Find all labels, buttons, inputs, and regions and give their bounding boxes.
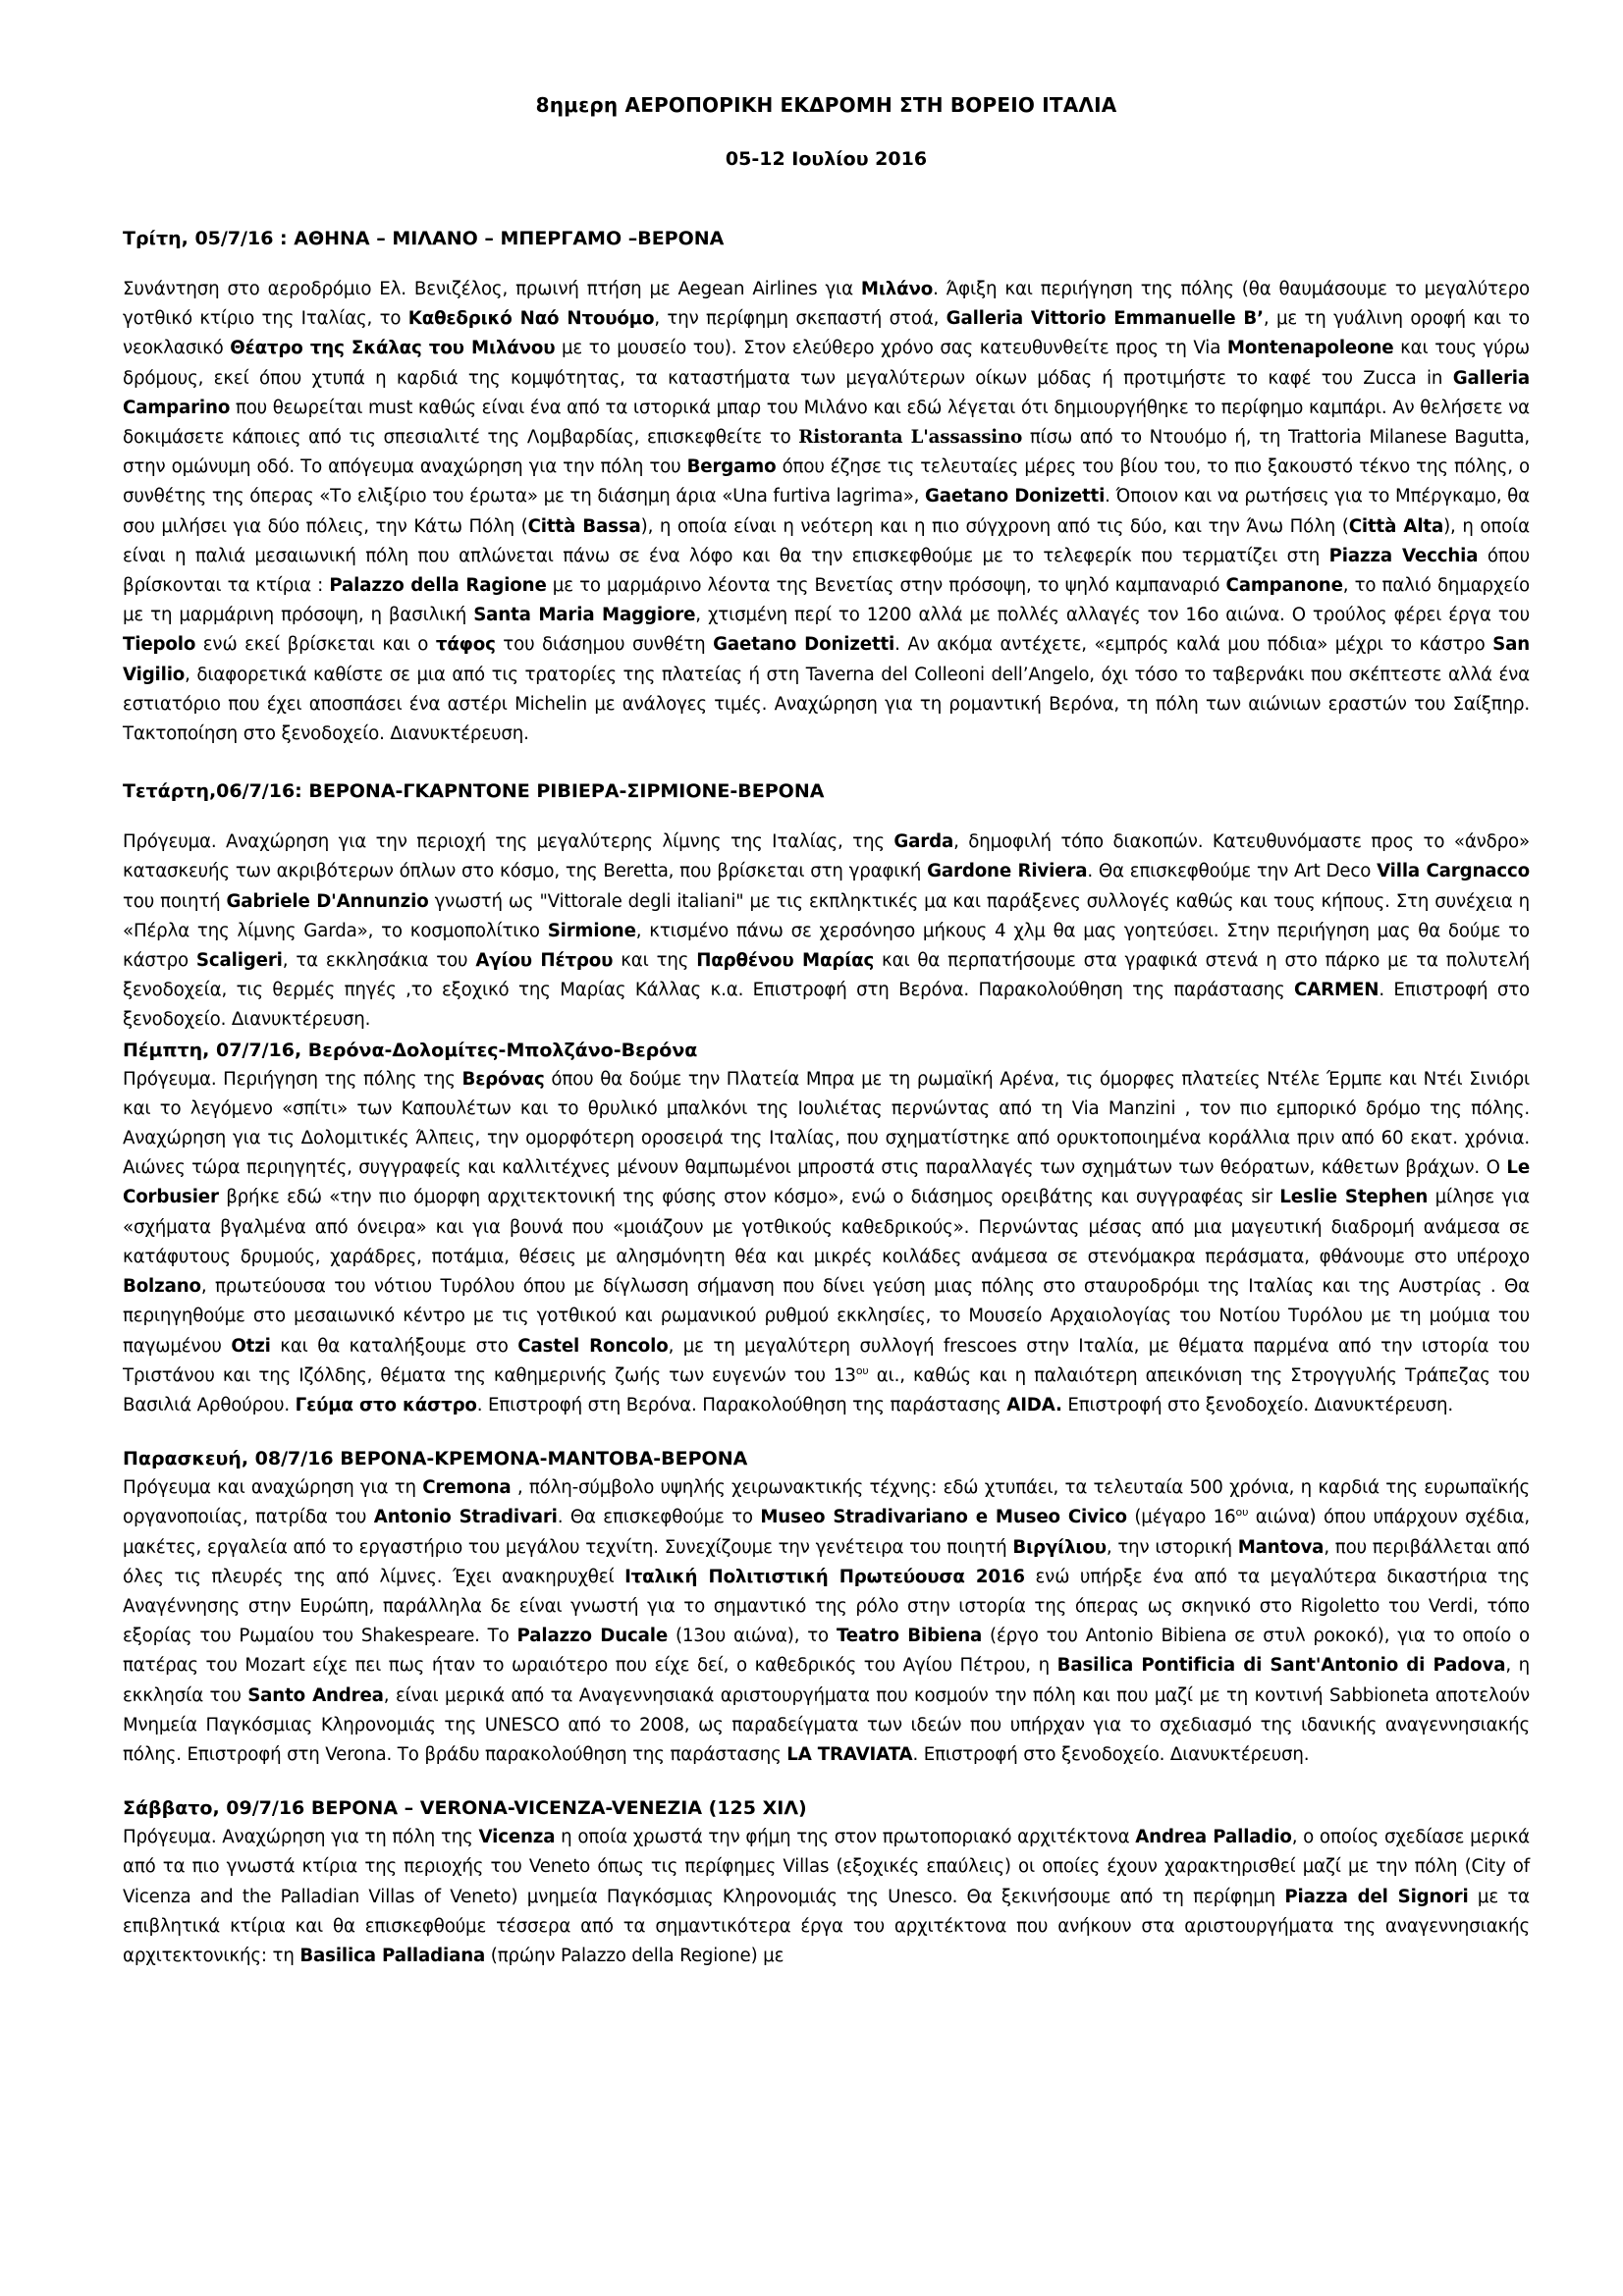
day-2-section bbox=[123, 776, 1530, 1035]
trip-dates: 05-12 Ιουλίου 2016 bbox=[725, 148, 928, 170]
day-1-section bbox=[123, 224, 1530, 749]
day-4-heading: Παρασκευή, 08/7/16 ΒΕΡΟΝΑ-ΚΡΕΜΟΝΑ-ΜΑΝΤΟΒΑ-ΒΕΡΟΝΑ bbox=[123, 1448, 748, 1470]
day-4-text: Πρόγευμα και αναχώρηση για τη Cremona , πόλη-σύμβολο υψηλής χειρωνακτικής τέχνης: εδώ χτυπάει, τα τελευταία 500 χρόνια, η καρδιά της ευρωπαϊκής οργανοποιίας, πατρίδα του Antonio Stradivari. Θα επισκεφθούμε το Museo Stradivariano e Museo Civico (μέγαρο $16^{o\upsilon}$ αιώνα) όπου υπάρχουν σχέδια, μακέτες, εργαλεία από το εργαστήριο του μεγάλου τεχνίτη. Συνεχίζουμε την γενέτειρα του ποιητή Βιργίλιου, την ιστορική Mantova, που περιβάλλεται από όλες τις πλευρές της από λίμνες. Έχει ανακηρυχθεί Ιταλική Πολιτιστική Πρωτεύουσα 2016 ενώ υπήρξε ένα από τα μεγαλύτερα δικαστήρια της Αναγέννησης στην Ευρώπη, παράλληλα δε είναι γνωστή για το σημαντικό της ρόλο στην ιστορία της όπερας ως σκηνικό στο Rigoletto του Verdi, τόπο εξορίας του Ρωμαίου του Shakespeare. Το Palazzo Ducale (13ου αιώνα), το Teatro Bibiena (έργο του Antonio Bibiena σε στυλ ροκοκό), για το οποίο ο πατέρας του Mozart είχε πει πως ήταν το ωραιότερο που είχε δεί, ο καθεδρικός του Αγίου Πέτρου, η Basilica Pontificia di Sant'Antonio di Padova, η εκκλησία του Santo Andrea, είναι μερικά από τα Αναγεννησιακά αριστουργήματα που κοσμούν την πόλη και που μαζί με τη κοντινή Sabbioneta αποτελούν Μνημεία Παγκόσμιας Κληρονομιάς της UNESCO από το 2008, ως παραδείγματα των ιδεών που υπήρχαν για το σχεδιασμό της ιδανικής αναγεννησιακής πόλης. Επιστροφή στη Verona. Το βράδυ παρακολούθηση της παράστασης LA TRAVIATA. Επιστροφή στο ξενοδοχείο. Διανυκτέρευση. bbox=[123, 1477, 1531, 1765]
day-5-heading: Σάββατο, 09/7/16 ΒΕΡΟΝΑ – VERONA-VICENZA-VENEZIA (125 ΧΙΛ) bbox=[123, 1797, 807, 1820]
document-title: 8ημερη ΑΕΡΟΠΟΡΙΚΗ ΕΚΔΡΟΜΗ ΣΤΗ ΒΟΡΕΙΟ ΙΤΑΛΙΑ bbox=[535, 93, 1117, 117]
day-3-section bbox=[123, 1036, 1530, 1420]
day-5-text: Πρόγευμα. Αναχώρηση για τη πόλη της Vicenza η οποία χρωστά την φήμη της στον πρωτοποριακό αρχιτέκτονα Andrea Palladio, ο οποίος σχεδίασε μερικά από τα πιο γνωστά κτίρια της περιοχής του Veneto όπως τις περίφημες Villas (εξοχικές επαύλεις) οι οποίες έχουν χαρακτηρισθεί μαζί με την πόλη (City of Vicenza and the Palladian Villas of Veneto) μνημεία Παγκόσμιας Κληρονομιάς της Unesco. Θα ξεκινήσουμε από τη περίφημη Piazza del Signori με τα επιβλητικά κτίρια και θα επισκεφθούμε τέσσερα από τα σημαντικότερα έργα του αρχιτέκτονα που ανήκουν στα αριστουργήματα της αναγεννησιακής αρχιτεκτονικής: τη Basilica Palladiana (πρώην Palazzo della Regione) με bbox=[123, 1827, 1530, 1966]
day-1-heading: Τρίτη, 05/7/16 : ΑΘΗΝΑ – ΜΙΛΑΝΟ – ΜΠΕΡΓΑΜΟ –ΒΕΡΟΝΑ bbox=[123, 228, 725, 249]
day-4-section bbox=[123, 1444, 1530, 1770]
day-2-heading: Τετάρτη,06/7/16: ΒΕΡΟΝΑ-ΓΚΑΡΝΤΟΝΕ ΡΙΒΙΕΡΑ-ΣΙΡΜΙΟΝΕ-ΒΕΡΟΝΑ bbox=[123, 780, 825, 803]
day-1-text: Συνάντηση στο αεροδρόμιο Ελ. Βενιζέλος, πρωινή πτήση με Aegean Airlines για Μιλάνο. Άφιξη και περιήγηση της πόλης (θα θαυμάσουμε το μεγαλύτερο γοτθικό κτίριο της Ιταλίας, το Καθεδρικό Ναό Ντουόμο, την περίφημη σκεπαστή στοά, Galleria Vittorio Emmanuelle B’, με τη γυάλινη οροφή και το νεοκλασικό Θέατρο της Σκάλας του Μιλάνου με το μουσείο του). Στον ελεύθερο χρόνο σας κατευθυνθείτε προς τη Via Montenapoleone και τους γύρω δρόμους, εκεί όπου χτυπά η καρδιά της κομψότητας, τα καταστήματα των μεγαλύτερων οίκων μόδας ή προτιμήστε το καφέ του Zucca in Galleria Camparino που θεωρείται must καθώς είναι ένα από τα ιστορικά μπαρ του Μιλάνο και εδώ λέγεται ότι δημιουργήθηκε το περίφημο καμπάρι. Αν θελήσετε να δοκιμάσετε κάποιες από τις σπεσιαλιτέ της Λομβαρδίας, επισκεφθείτε το Ristoranta L'assassino πίσω από το Ντουόμο ή, τη Trattoria Milanese Bagutta, στην ομώνυμη οδό. Το απόγευμα αναχώρηση για την πόλη του Bergamo όπου έζησε τις τελευταίες μέρες του βίου του, το πιο ξακουστό τέκνο της πόλης, ο συνθέτης της όπερας «Το ελιξίριο του έρωτα» με τη διάσημη άρια «Una furtiva lagrima», Gaetano Donizetti. Όποιον και να ρωτήσεις για το Μπέργκαμο, θα σου μιλήσει για δύο πόλεις, την Κάτω Πόλη (Città Bassa), η οποία είναι η νεότερη και η πιο σύγχρονη από τις δύο, και την Άνω Πόλη (Città Alta), η οποία είναι η παλιά μεσαιωνική πόλη που απλώνεται πάνω σε ένα λόφο και θα την επισκεφθούμε με το τελεφερίκ που τερματίζει στη Piazza Vecchia όπου βρίσκονται τα κτίρια : Palazzo della Ragione με το μαρμάρινο λέοντα της Βενετίας στην πρόσοψη, το ψηλό καμπαναριό Campanone, το παλιό δημαρχείο με τη μαρμάρινη πρόσοψη, η βασιλική Santa Maria Maggiore, χτισμένη περί το 1200 αλλά με πολλές αλλαγές τον 16ο αιώνα. Ο τρούλος φέρει έργα του Tiepolo ενώ εκεί βρίσκεται και ο τάφος του διάσημου συνθέτη Gaetano Donizetti. Αν ακόμα αντέχετε, «εμπρός καλά μου πόδια» μέχρι το κάστρο San Vigilio, διαφορετικά καθίστε σε μια από τις τρατορίες της πλατείας ή στη Taverna del Colleoni dell’Angelo, όχι τόσο το ταβερνάκι που σκέπτεστε αλλά ένα εστιατόριο που έχει αποσπάσει ένα αστέρι Michelin με ανάλογες τιμές. Αναχώρηση για τη ρομαντική Βερόνα, τη πόλη των αιώνιων εραστών του Σαίξπηρ. Τακτοποίηση στο ξενοδοχείο. Διανυκτέρευση. bbox=[123, 279, 1531, 745]
day-3-heading: Πέμπτη, 07/7/16, Βερόνα-Δολομίτες-Μπολζάνο-Βερόνα bbox=[123, 1039, 698, 1061]
day-5-section bbox=[123, 1793, 1530, 1971]
day-2-text: Πρόγευμα. Αναχώρηση για την περιοχή της μεγαλύτερης λίμνης της Ιταλίας, της Garda, δημοφιλή τόπο διακοπών. Κατευθυνόμαστε προς το «άνδρο» κατασκευής των ακριβότερων όπλων στο κόσμο, της Beretta, που βρίσκεται στη γραφική Gardone Riviera. Θα επισκεφθούμε την Art Deco Villa Cargnacco του ποιητή Gabriele D'Annunzio γνωστή ως "Vittorale degli italiani" με τις εκπληκτικές μα και παράξενες συλλογές καθώς και τους κήπους. Στη συνέχεια η «Πέρλα της λίμνης Garda», το κοσμοπολίτικο Sirmione, κτισμένο πάνω σε χερσόνησο μήκους 4 χλμ θα μας γοητεύσει. Στην περιήγηση μας θα δούμε το κάστρο Scaligeri, τα εκκλησάκια του Αγίου Πέτρου και της Παρθένου Μαρίας και θα περπατήσουμε στα γραφικά στενά η στο πάρκο με τα πολυτελή ξενοδοχεία, τις θερμές πηγές ,το εξοχικό της Μαρίας Κάλλας κ.α. Επιστροφή στη Βερόνα. Παρακολούθηση της παράστασης CARMEN. Επιστροφή στο ξενοδοχείο. Διανυκτέρευση. bbox=[123, 831, 1531, 1031]
day-3-text: Πρόγευμα. Περιήγηση της πόλης της Βερόνας όπου θα δούμε την Πλατεία Μπρα με τη ρωμαϊκή Αρένα, τις όμορφες πλατείες Ντέλε Έρμπε και Ντέι Σινιόρι και το λεγόμενο «σπίτι» των Καπουλέτων και το θρυλικό μπαλκόνι της Ιουλιέτας περνώντας από τη Via Manzini , τον πιο εμπορικό δρόμο της πόλης. Αναχώρηση για τις Δολομιτικές Άλπεις, την ομορφότερη οροσειρά της Ιταλίας, που σχηματίστηκε από ορυκτοποιημένα κοράλλια πριν από 60 εκατ. χρόνια. Αιώνες τώρα περιηγητές, συγγραφείς και καλλιτέχνες μένουν θαμπωμένοι μπροστά στις παραλλαγές των σχημάτων των θεόρατων, κάθετων βράχων. Ο Le Corbusier βρήκε εδώ «την πιο όμορφη αρχιτεκτονική της φύσης στον κόσμο», ενώ ο διάσημος ορειβάτης και συγγραφέας sir Leslie Stephen μίλησε για «σχήματα βγαλμένα από όνειρα» και για βουνά που «μοιάζουν με γοτθικούς καθεδρικούς». Περνώντας μέσας από μια μαγευτική διαδρομή ανάμεσα σε κατάφυτους δρυμούς, χαράδρες, ποτάμια, θέσεις με αλησμόνητη θέα και μικρές κοιλάδες ανάμεσα σε στενόμακρα περάσματα, φθάνουμε στο υπέροχο Bolzano, πρωτεύουσα του νότιου Τυρόλου όπου με δίγλωσση σήμανση που δίνει γεύση μιας πόλης στο σταυροδρόμι της Ιταλίας και της Αυστρίας . Θα περιηγηθούμε στο μεσαιωνικό κέντρο με τις γοτθικού και ρωμανικού ρυθμού εκκλησίες, το Μουσείο Αρχαιολογίας του Νοτίου Τυρόλου με τη μούμια του παγωμένου Otzi και θα καταλήξουμε στο Castel Roncolo, με τη μεγαλύτερη συλλογή frescoes στην Ιταλία, με θέματα παρμένα από την ιστορία του Τριστάνου και της Ιζόλδης, θέματα της καθημερινής ζωής των ευγενών του $13^{o\upsilon}$ αι., καθώς και η παλαιότερη απεικόνιση της Στρογγυλής Τράπεζας του Βασιλιά Αρθούρου. Γεύμα στο κάστρο. Επιστροφή στη Βερόνα. Παρακολούθηση της παράστασης AIDA. Επιστροφή στο ξενοδοχείο. Διανυκτέρευση. bbox=[123, 1068, 1531, 1415]
